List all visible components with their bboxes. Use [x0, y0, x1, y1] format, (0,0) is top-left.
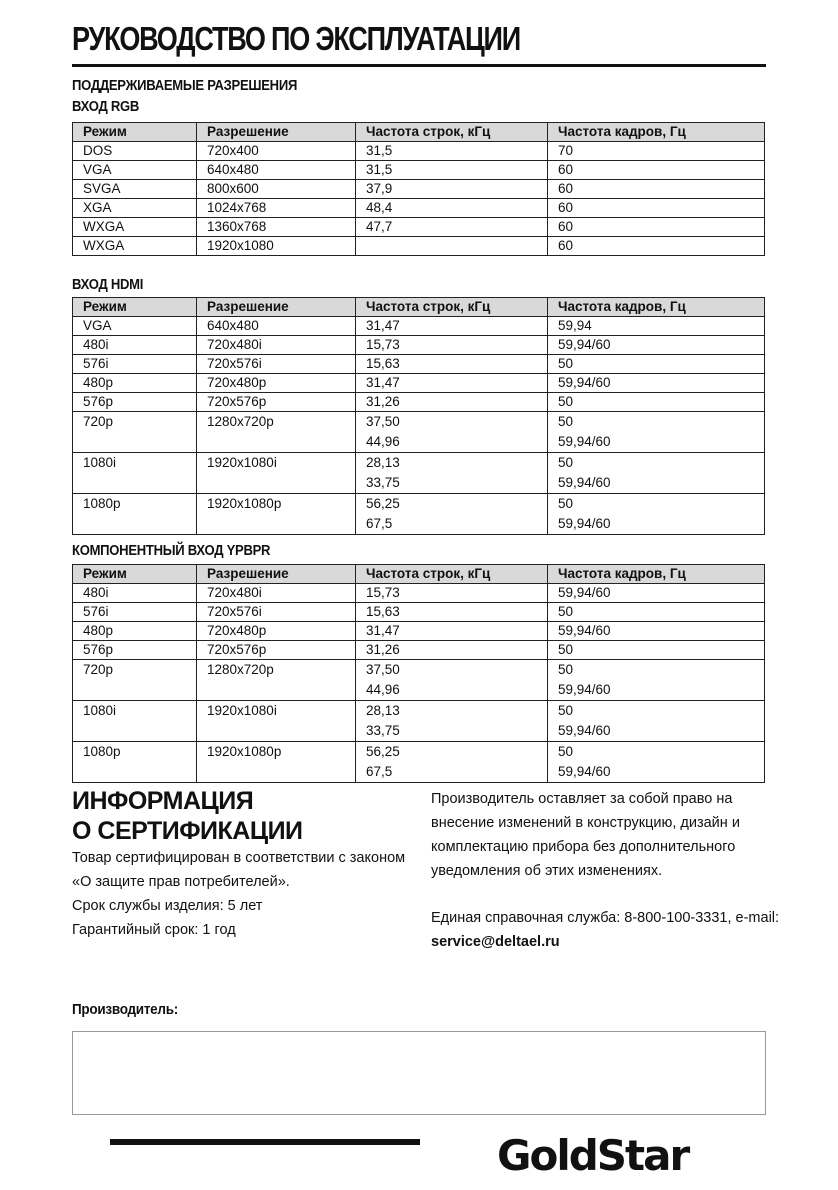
- table-cell: 50 59,94/60: [548, 742, 765, 783]
- table-row: [73, 336, 765, 355]
- rgb-resolution-table: [72, 122, 765, 256]
- table-cell: [356, 237, 548, 256]
- table-cell: 37,50 44,96: [356, 412, 548, 453]
- table-cell: 480p: [73, 374, 197, 393]
- table-cell: 15,73: [356, 584, 548, 603]
- table-cell: WXGA: [73, 218, 197, 237]
- table-cell: 59,94/60: [548, 374, 765, 393]
- table-row: [73, 660, 765, 701]
- table-row: [73, 317, 765, 336]
- table-cell: 31,47: [356, 374, 548, 393]
- table-row: [73, 701, 765, 742]
- table-cell: 1024x768: [197, 199, 356, 218]
- service-line: Единая справочная служба: 8-800-100-3331, e-mail:: [431, 910, 780, 926]
- table-row: [73, 142, 765, 161]
- certification-title: [72, 786, 303, 846]
- table-cell: 800x600: [197, 180, 356, 199]
- table-cell: 15,73: [356, 336, 548, 355]
- table-cell: 576i: [73, 603, 197, 622]
- notice-line: Производитель оставляет за собой право на: [431, 791, 733, 807]
- table-cell: DOS: [73, 142, 197, 161]
- component-input-heading: КОМПОНЕНТНЫЙ ВХОД YPBPR: [72, 543, 271, 559]
- table-row: [73, 180, 765, 199]
- table-cell: VGA: [73, 161, 197, 180]
- certification-line: Гарантийный срок: 1 год: [72, 922, 236, 938]
- table-cell: 15,63: [356, 603, 548, 622]
- table-cell: 31,47: [356, 317, 548, 336]
- table-row: [73, 237, 765, 256]
- table-header-row: [73, 298, 765, 317]
- table-cell: 59,94/60: [548, 336, 765, 355]
- notice-line: внесение изменений в конструкцию, дизайн и: [431, 815, 740, 831]
- table-cell: 70: [548, 142, 765, 161]
- table-cell: 720x480p: [197, 374, 356, 393]
- table-cell: 720x576i: [197, 355, 356, 374]
- table-row: [73, 453, 765, 494]
- table-cell: 28,13 33,75: [356, 453, 548, 494]
- certification-line: «О защите прав потребителей».: [72, 874, 290, 890]
- table-cell: 1920x1080i: [197, 701, 356, 742]
- table-row: [73, 374, 765, 393]
- table-cell: WXGA: [73, 237, 197, 256]
- table-cell: 50 59,94/60: [548, 453, 765, 494]
- table-cell: 576p: [73, 641, 197, 660]
- footer-bar: [110, 1139, 420, 1145]
- service-email-link[interactable]: service@deltael.ru: [431, 934, 560, 950]
- table-row: [73, 393, 765, 412]
- notice-line: уведомления об этих изменениях.: [431, 863, 663, 879]
- table-cell: 640x480: [197, 161, 356, 180]
- rgb-input-heading: ВХОД RGB: [72, 99, 140, 115]
- table-cell: 50: [548, 355, 765, 374]
- certification-text: [72, 846, 405, 942]
- table-cell: 31,5: [356, 142, 548, 161]
- table-cell: 1080i: [73, 701, 197, 742]
- table-cell: 59,94/60: [548, 584, 765, 603]
- certification-line: Товар сертифицирован в соответствии с законом: [72, 850, 406, 866]
- component-resolution-table: [72, 564, 765, 783]
- table-cell: 720p: [73, 660, 197, 701]
- table-cell: 31,5: [356, 161, 548, 180]
- table-header-row: [73, 123, 765, 142]
- table-cell: 28,13 33,75: [356, 701, 548, 742]
- table-cell: 31,26: [356, 641, 548, 660]
- table-cell: 1280x720p: [197, 660, 356, 701]
- table-cell: 50 59,94/60: [548, 660, 765, 701]
- hdmi-input-heading: ВХОД HDMI: [72, 277, 144, 293]
- table-cell: 480p: [73, 622, 197, 641]
- table-cell: 720x576p: [197, 393, 356, 412]
- manufacturer-box: [72, 1031, 766, 1115]
- table-cell: 1360x768: [197, 218, 356, 237]
- table-cell: 720x400: [197, 142, 356, 161]
- table-cell: 48,4: [356, 199, 548, 218]
- hdmi-resolution-table: [72, 297, 765, 535]
- certification-title-line-1: ИНФОРМАЦИЯ: [72, 787, 254, 815]
- table-cell: 50: [548, 603, 765, 622]
- column-header: Разрешение: [197, 123, 356, 142]
- table-cell: 56,25 67,5: [356, 494, 548, 535]
- table-cell: 480i: [73, 584, 197, 603]
- table-row: [73, 199, 765, 218]
- table-cell: 37,50 44,96: [356, 660, 548, 701]
- table-cell: 720x576i: [197, 603, 356, 622]
- table-row: [73, 355, 765, 374]
- certification-line: Срок службы изделия: 5 лет: [72, 898, 263, 914]
- table-cell: 60: [548, 180, 765, 199]
- table-cell: 576p: [73, 393, 197, 412]
- table-cell: 576i: [73, 355, 197, 374]
- table-row: [73, 412, 765, 453]
- table-cell: 720x480i: [197, 584, 356, 603]
- table-cell: 720x576p: [197, 641, 356, 660]
- table-cell: 31,47: [356, 622, 548, 641]
- table-cell: 15,63: [356, 355, 548, 374]
- table-cell: 1920x1080: [197, 237, 356, 256]
- certification-title-line-2: О СЕРТИФИКАЦИИ: [72, 817, 303, 845]
- table-cell: 50 59,94/60: [548, 701, 765, 742]
- table-cell: 31,26: [356, 393, 548, 412]
- table-row: [73, 584, 765, 603]
- table-cell: 1080p: [73, 742, 197, 783]
- service-info: [431, 906, 779, 954]
- column-header: Частота кадров, Гц: [548, 565, 765, 584]
- table-cell: 60: [548, 199, 765, 218]
- column-header: Частота строк, кГц: [356, 298, 548, 317]
- notice-line: комплектацию прибора без дополнительного: [431, 839, 736, 855]
- table-row: [73, 161, 765, 180]
- title-divider: [72, 64, 766, 67]
- table-cell: XGA: [73, 199, 197, 218]
- goldstar-logo: GoldStar: [497, 1131, 689, 1180]
- table-cell: 720x480i: [197, 336, 356, 355]
- column-header: Режим: [73, 565, 197, 584]
- column-header: Разрешение: [197, 565, 356, 584]
- column-header: Частота строк, кГц: [356, 123, 548, 142]
- column-header: Частота кадров, Гц: [548, 123, 765, 142]
- table-cell: 1080i: [73, 453, 197, 494]
- table-row: [73, 641, 765, 660]
- table-cell: 640x480: [197, 317, 356, 336]
- table-cell: 50: [548, 393, 765, 412]
- table-cell: 1080p: [73, 494, 197, 535]
- manufacturer-label: Производитель:: [72, 1001, 178, 1018]
- page-title: РУКОВОДСТВО ПО ЭКСПЛУАТАЦИИ: [72, 20, 520, 57]
- table-row: [73, 218, 765, 237]
- table-cell: 37,9: [356, 180, 548, 199]
- table-cell: 50: [548, 641, 765, 660]
- table-cell: 1280x720p: [197, 412, 356, 453]
- column-header: Частота кадров, Гц: [548, 298, 765, 317]
- column-header: Частота строк, кГц: [356, 565, 548, 584]
- table-cell: 50 59,94/60: [548, 412, 765, 453]
- column-header: Режим: [73, 123, 197, 142]
- table-cell: SVGA: [73, 180, 197, 199]
- column-header: Режим: [73, 298, 197, 317]
- table-cell: 480i: [73, 336, 197, 355]
- table-cell: 1920x1080p: [197, 494, 356, 535]
- table-cell: 50 59,94/60: [548, 494, 765, 535]
- table-cell: 56,25 67,5: [356, 742, 548, 783]
- table-cell: 60: [548, 161, 765, 180]
- table-cell: VGA: [73, 317, 197, 336]
- table-cell: 60: [548, 237, 765, 256]
- table-row: [73, 622, 765, 641]
- table-cell: 1920x1080p: [197, 742, 356, 783]
- table-cell: 59,94/60: [548, 622, 765, 641]
- table-row: [73, 742, 765, 783]
- table-cell: 720x480p: [197, 622, 356, 641]
- table-header-row: [73, 565, 765, 584]
- table-cell: 1920x1080i: [197, 453, 356, 494]
- supported-resolutions-heading: ПОДДЕРЖИВАЕМЫЕ РАЗРЕШЕНИЯ: [72, 78, 298, 94]
- column-header: Разрешение: [197, 298, 356, 317]
- table-cell: 47,7: [356, 218, 548, 237]
- manufacturer-notice: [431, 787, 740, 883]
- table-row: [73, 494, 765, 535]
- table-cell: 59,94: [548, 317, 765, 336]
- table-row: [73, 603, 765, 622]
- table-cell: 60: [548, 218, 765, 237]
- table-cell: 720p: [73, 412, 197, 453]
